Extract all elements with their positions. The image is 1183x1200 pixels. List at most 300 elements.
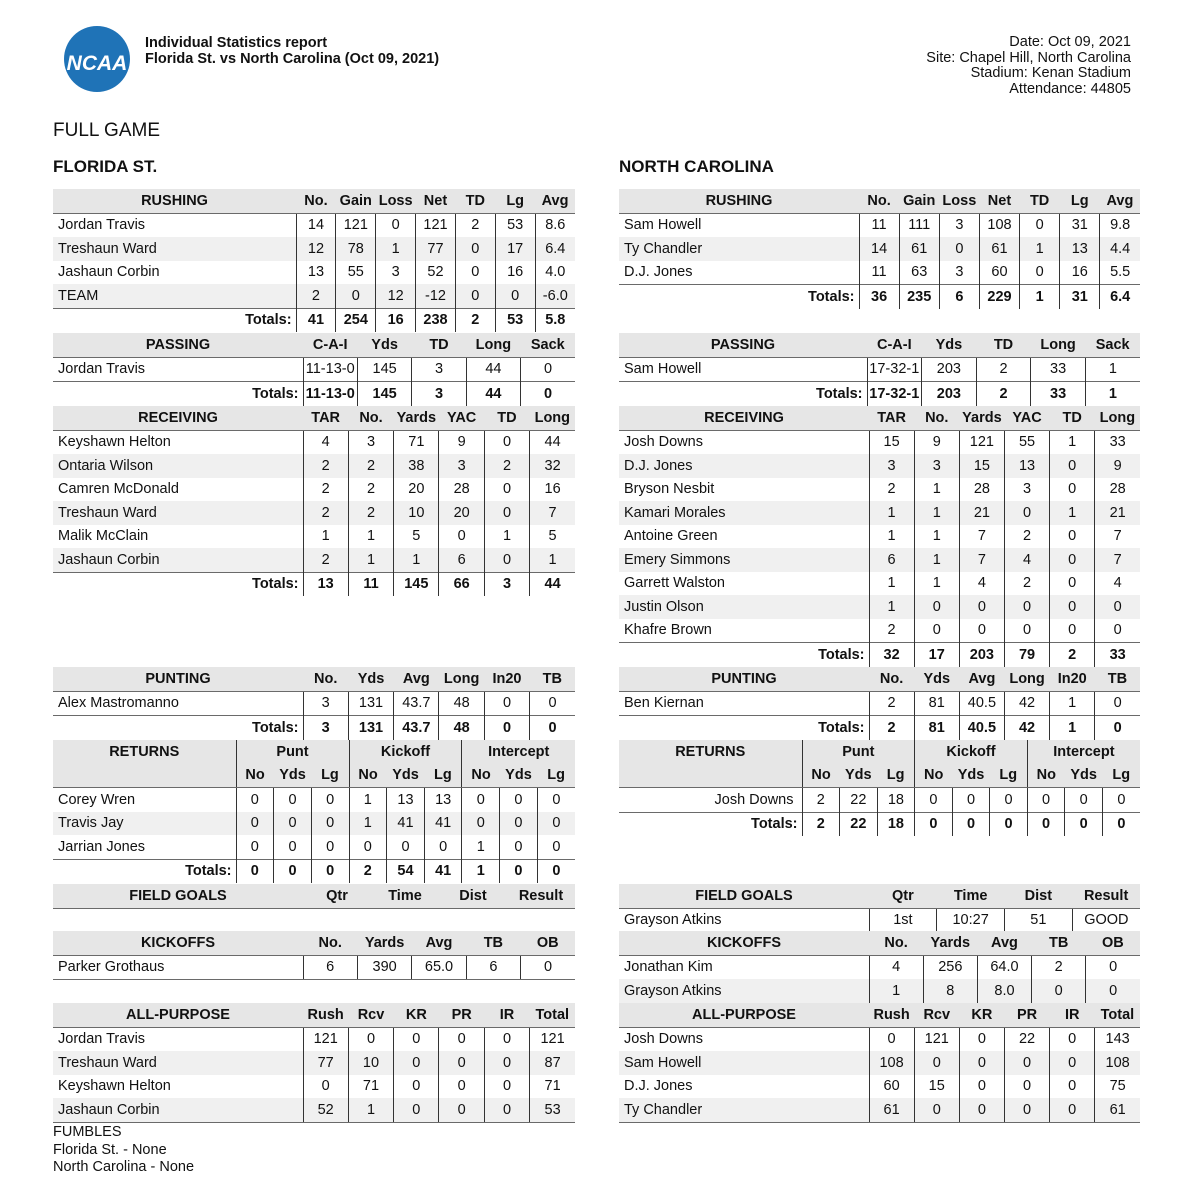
punting-table [619,667,1140,740]
stat-value: 0 [530,691,575,716]
column-header: KR [959,1003,1004,1027]
column-header: No. [348,406,393,430]
player-name: Bryson Nesbit [624,481,715,498]
column-header: TD [976,333,1031,357]
player-row [53,955,575,980]
stat-value: 28 [439,478,484,502]
column-header: No. [296,189,336,213]
stat-value: 0 [394,1051,439,1075]
stat-value: 0 [1004,595,1049,619]
stat-value: 0 [1050,478,1095,502]
player-row [619,691,1140,716]
stat-value: 1 [1050,430,1095,454]
stat-value: 20 [439,501,484,525]
total-value: 11-13-0 [303,382,357,406]
stat-value: 75 [1095,1075,1140,1099]
stat-value: 16 [530,478,575,502]
player-row [619,1098,1140,1122]
returns-table [619,740,1140,836]
player-name: Antoine Green [624,528,718,545]
column-header-row [53,333,575,357]
stat-value: 1st [869,908,937,933]
total-value: 0 [521,382,575,406]
stat-value: 0 [1004,1051,1049,1075]
total-value: 44 [530,572,575,596]
stat-value: 3 [939,213,979,237]
column-header: Dist [439,884,507,908]
stat-value: 0 [939,237,979,261]
stat-value: 17 [495,237,535,261]
stat-value: 0 [348,1027,393,1051]
stat-value: 0 [537,812,575,836]
player-row [53,788,575,812]
stat-value: 0 [387,835,425,859]
total-value: 203 [922,382,977,406]
total-value: 0 [1065,812,1103,836]
player-name: D.J. Jones [624,1078,693,1095]
total-value: 131 [348,716,393,740]
stat-value: 4 [303,430,348,454]
stat-value: 0 [1095,619,1140,643]
stat-value: 20 [394,478,439,502]
section-title: PASSING [53,333,303,357]
player-name: Justin Olson [619,595,869,619]
player-row [53,691,575,716]
player-row [619,357,1140,382]
totals-label: Totals: [619,716,869,740]
total-value: 81 [914,716,959,740]
stat-value: 0 [990,788,1028,813]
column-header: Gain [899,189,939,213]
stat-value: 0 [914,595,959,619]
stat-value: 0 [1102,788,1140,813]
stat-value: 0 [424,835,462,859]
stat-value: 6 [303,955,357,980]
stat-value: 121 [416,213,456,237]
stat-value: 21 [959,501,1004,525]
column-header: TD [412,333,466,357]
total-value: 43.7 [394,716,439,740]
section-title: ALL-PURPOSE [619,1003,869,1027]
total-value: 0 [1027,812,1065,836]
column-header: YAC [439,406,484,430]
stat-value: 71 [530,1075,575,1099]
totals-label: Totals: [619,382,867,406]
column-header: No [349,764,387,788]
stat-value: 13 [387,788,425,812]
player-row [53,284,575,308]
column-header: Long [530,406,575,430]
column-header: No. [303,931,357,955]
stat-value: 9 [439,430,484,454]
stat-value: 13 [1060,237,1100,261]
player-name: Corey Wren [58,791,136,808]
section-title: RECEIVING [53,406,303,430]
total-value: 0 [500,859,538,883]
total-value: 0 [484,716,529,740]
fumbles-title: FUMBLES [53,1124,122,1140]
column-header-row [53,931,575,955]
column-header: Yds [274,764,312,788]
stat-value: 22 [840,788,878,813]
total-value: 2 [455,308,495,332]
game-info [926,35,1131,97]
total-value: 3 [412,382,466,406]
column-header: No. [869,667,914,691]
total-value: 1 [1085,382,1140,406]
stat-value: 203 [922,357,977,382]
column-header: Avg [959,667,1004,691]
stat-value: 5.5 [1100,261,1140,285]
stat-value: 2 [296,284,336,308]
stat-value: 0 [439,1075,484,1099]
stat-value: 15 [914,1075,959,1099]
player-row [619,619,1140,643]
total-value: 0 [530,716,575,740]
stat-value: 7 [530,501,575,525]
stat-value: 0 [484,1027,529,1051]
stat-value: 48 [439,691,484,716]
stat-value: 2 [303,454,348,478]
stat-value: 21 [1095,501,1140,525]
totals-row [619,643,1140,667]
stat-value: 0 [952,788,990,813]
stat-value: 53 [495,213,535,237]
stat-value: 53 [530,1098,575,1122]
column-header: Qtr [869,884,937,908]
column-header: Yards [959,406,1004,430]
total-value: 0 [311,859,349,883]
stat-value: 1 [1085,357,1140,382]
stat-value: 1 [914,525,959,549]
stat-value: 0 [1032,979,1086,1003]
total-value: 33 [1095,643,1140,667]
stat-value: 131 [348,691,393,716]
column-header-row [619,1003,1140,1027]
stat-value: 4.4 [1100,237,1140,261]
player-name: Emery Simmons [619,548,869,572]
stat-value: 0 [439,525,484,549]
column-header: Sack [521,333,575,357]
stat-value: 2 [455,213,495,237]
section-title: PUNTING [619,667,869,691]
column-header: C-A-I [303,333,357,357]
player-row [53,1051,575,1075]
column-header: Yds [952,764,990,788]
stat-value: 7 [1095,525,1140,549]
player-row [619,501,1140,525]
player-name: Treshaun Ward [53,501,303,525]
stat-value: 17-32-1 [867,357,922,382]
player-name: Jordan Travis [58,361,146,378]
column-header: Long [1031,333,1086,357]
column-header-row [619,884,1140,908]
ncaa-logo-text: NCAA [66,52,128,75]
total-value: 17-32-1 [867,382,922,406]
column-header: TAR [303,406,348,430]
returns-group-label: Kickoff [349,740,462,764]
stat-value: 51 [1005,908,1073,933]
column-header: Yards [923,931,977,955]
stat-value: 0 [336,284,376,308]
stat-value: 0 [462,812,500,836]
stat-value: 0 [914,619,959,643]
stat-value: 0 [484,478,529,502]
column-header-row [53,406,575,430]
column-header-row [619,931,1140,955]
player-name: D.J. Jones [619,454,869,478]
column-header: Net [416,189,456,213]
section-title: KICKOFFS [53,931,303,955]
stat-value: 0 [484,1075,529,1099]
player-name: Sam Howell [619,1051,869,1075]
player-name: Parker Grothaus [53,955,303,980]
stat-value: 0 [1004,1075,1049,1099]
stat-value: 13 [296,261,336,285]
stat-value: 0 [1020,261,1060,285]
column-header: TB [466,931,520,955]
returns-group-label: Punt [236,740,349,764]
total-value: 5.8 [535,308,575,332]
total-value: 0 [236,859,274,883]
stat-value: 0 [484,1098,529,1122]
period-label: FULL GAME [53,120,160,141]
stat-value: 108 [979,213,1019,237]
stat-value: 1 [484,525,529,549]
stat-value: 42 [1004,691,1049,716]
stat-value: 0 [1050,454,1095,478]
stat-value: 0 [311,812,349,836]
total-value: 229 [979,285,1019,309]
stat-value: 108 [869,1051,914,1075]
player-name: Josh Downs [714,791,794,808]
stat-value: 6 [439,548,484,572]
all-purpose-table [619,1003,1140,1123]
stat-value: 55 [1004,430,1049,454]
stat-value: 1 [1050,501,1095,525]
total-value: 0 [1102,812,1140,836]
column-header: TB [530,667,575,691]
stat-value: 6 [869,548,914,572]
stat-value: 7 [1095,548,1140,572]
player-name: Grayson Atkins [619,908,869,933]
stat-value: 63 [899,261,939,285]
stat-value: 0 [462,788,500,812]
stat-value: 0 [959,595,1004,619]
player-name: Keyshawn Helton [58,434,171,451]
section-title: PASSING [619,333,867,357]
stat-value: 0 [1095,691,1140,716]
stat-value: 4 [1004,548,1049,572]
column-header: C-A-I [867,333,922,357]
stat-value: 2 [303,501,348,525]
stat-value: 0 [1086,955,1140,979]
receiving-table [53,406,575,596]
stat-value: 121 [914,1027,959,1051]
stat-value: 60 [979,261,1019,285]
stat-value: 1 [869,572,914,596]
rushing-table [53,189,575,332]
column-header-row [53,884,575,908]
player-name: Treshaun Ward [53,1051,303,1075]
player-name: Jordan Travis [58,1031,146,1048]
player-row [619,548,1140,572]
stat-value: 256 [923,955,977,979]
column-header: In20 [484,667,529,691]
stat-value: 121 [303,1027,348,1051]
report-matchup: Florida St. vs North Carolina (Oct 09, 2021) [145,51,440,67]
player-name: Sam Howell [624,217,702,234]
column-header: TD [1020,189,1060,213]
stat-value: 33 [1031,357,1086,382]
player-name: Sam Howell [624,361,702,378]
stat-value: 10 [394,501,439,525]
all-purpose-table [53,1003,575,1123]
total-value: 0 [537,859,575,883]
player-row [53,357,575,382]
total-value: 2 [976,382,1031,406]
stat-value: 87 [530,1051,575,1075]
stat-value: 3 [439,454,484,478]
column-header: Dist [1005,884,1073,908]
stat-value: 0 [521,955,575,980]
total-value: 13 [303,572,348,596]
column-header: In20 [1050,667,1095,691]
column-header: No [802,764,840,788]
team-name-north-carolina: NORTH CAROLINA [619,157,774,176]
stat-value: 108 [1095,1051,1140,1075]
stat-value: 2 [348,454,393,478]
total-value: 6 [939,285,979,309]
player-name: Ontaria Wilson [53,454,303,478]
stat-value: 0 [959,1098,1004,1122]
stat-value: 145 [357,357,411,382]
column-header: Lg [495,189,535,213]
total-value: 41 [296,308,336,332]
stat-value: 0 [500,812,538,836]
stat-value: 1 [348,525,393,549]
totals-row [619,382,1140,406]
stat-value: 0 [1027,788,1065,813]
totals-label: Totals: [53,382,303,406]
stat-value: 10 [348,1051,393,1075]
total-value: 0 [952,812,990,836]
stat-value: 2 [869,691,914,716]
stat-value: 0 [1004,619,1049,643]
stat-value: 0 [959,1051,1004,1075]
player-row [619,454,1140,478]
player-name: Kamari Morales [619,501,869,525]
column-header: No. [859,189,899,213]
column-header: Yds [840,764,878,788]
column-header: PR [1004,1003,1049,1027]
player-row [53,1098,575,1122]
total-value: 0 [274,859,312,883]
passing-table [53,333,575,406]
stat-value: 13 [1004,454,1049,478]
player-name: TEAM [53,284,296,308]
column-header: No [1027,764,1065,788]
totals-row [53,716,575,740]
empty-row [53,908,575,932]
section-title: ALL-PURPOSE [53,1003,303,1027]
player-row [53,213,575,237]
player-row [619,788,1140,813]
stat-value: 11-13-0 [303,357,357,382]
column-header: Result [507,884,575,908]
column-header: Rcv [914,1003,959,1027]
stat-value: 16 [495,261,535,285]
total-value: 41 [424,859,462,883]
player-row [53,1075,575,1099]
total-value: 79 [1004,643,1049,667]
player-row [619,908,1140,933]
stat-value: 8.0 [977,979,1031,1003]
stat-value: 0 [521,357,575,382]
stat-value: 61 [869,1098,914,1122]
section-title: PUNTING [53,667,303,691]
totals-label: Totals: [53,859,236,883]
stat-value: 0 [914,1098,959,1122]
stat-value: 38 [394,454,439,478]
total-value: 32 [869,643,914,667]
stat-value: 16 [1060,261,1100,285]
stat-value: 15 [959,454,1004,478]
column-header: TB [1032,931,1086,955]
total-value: 66 [439,572,484,596]
column-header: Loss [376,189,416,213]
stat-value: 0 [1050,595,1095,619]
column-header-row [53,1003,575,1027]
stat-value: 121 [530,1027,575,1051]
stat-value: 121 [336,213,376,237]
column-header: Yds [922,333,977,357]
player-name: Jashaun Corbin [58,264,160,281]
stat-value: 0 [394,1075,439,1099]
total-value: 203 [959,643,1004,667]
totals-row [619,285,1140,309]
stat-value: 0 [274,812,312,836]
stat-value: 1 [348,1098,393,1122]
stat-value: 64.0 [977,955,1031,979]
stat-value: 3 [939,261,979,285]
total-value: 3 [484,572,529,596]
game-site: Site: Chapel Hill, North Carolina [926,49,1131,66]
player-name: Jarrian Jones [58,838,146,855]
stat-value: 14 [859,237,899,261]
stat-value: 0 [1050,548,1095,572]
column-header: Long [439,667,484,691]
stat-value: 0 [274,788,312,812]
stat-value: 15 [869,430,914,454]
totals-row [53,382,575,406]
stat-value: 71 [394,430,439,454]
player-name: Camren McDonald [58,481,179,498]
stat-value: 7 [959,548,1004,572]
stat-value: 1 [1020,237,1060,261]
column-header-row [53,667,575,691]
column-header: Yards [357,931,411,955]
returns-table [53,740,575,883]
column-header: OB [1086,931,1140,955]
stat-value: 143 [1095,1027,1140,1051]
player-row [53,430,575,454]
column-header: No [236,764,274,788]
stat-value: 1 [914,548,959,572]
column-header: KR [394,1003,439,1027]
stat-value: 1 [349,788,387,812]
stat-value: 12 [376,284,416,308]
